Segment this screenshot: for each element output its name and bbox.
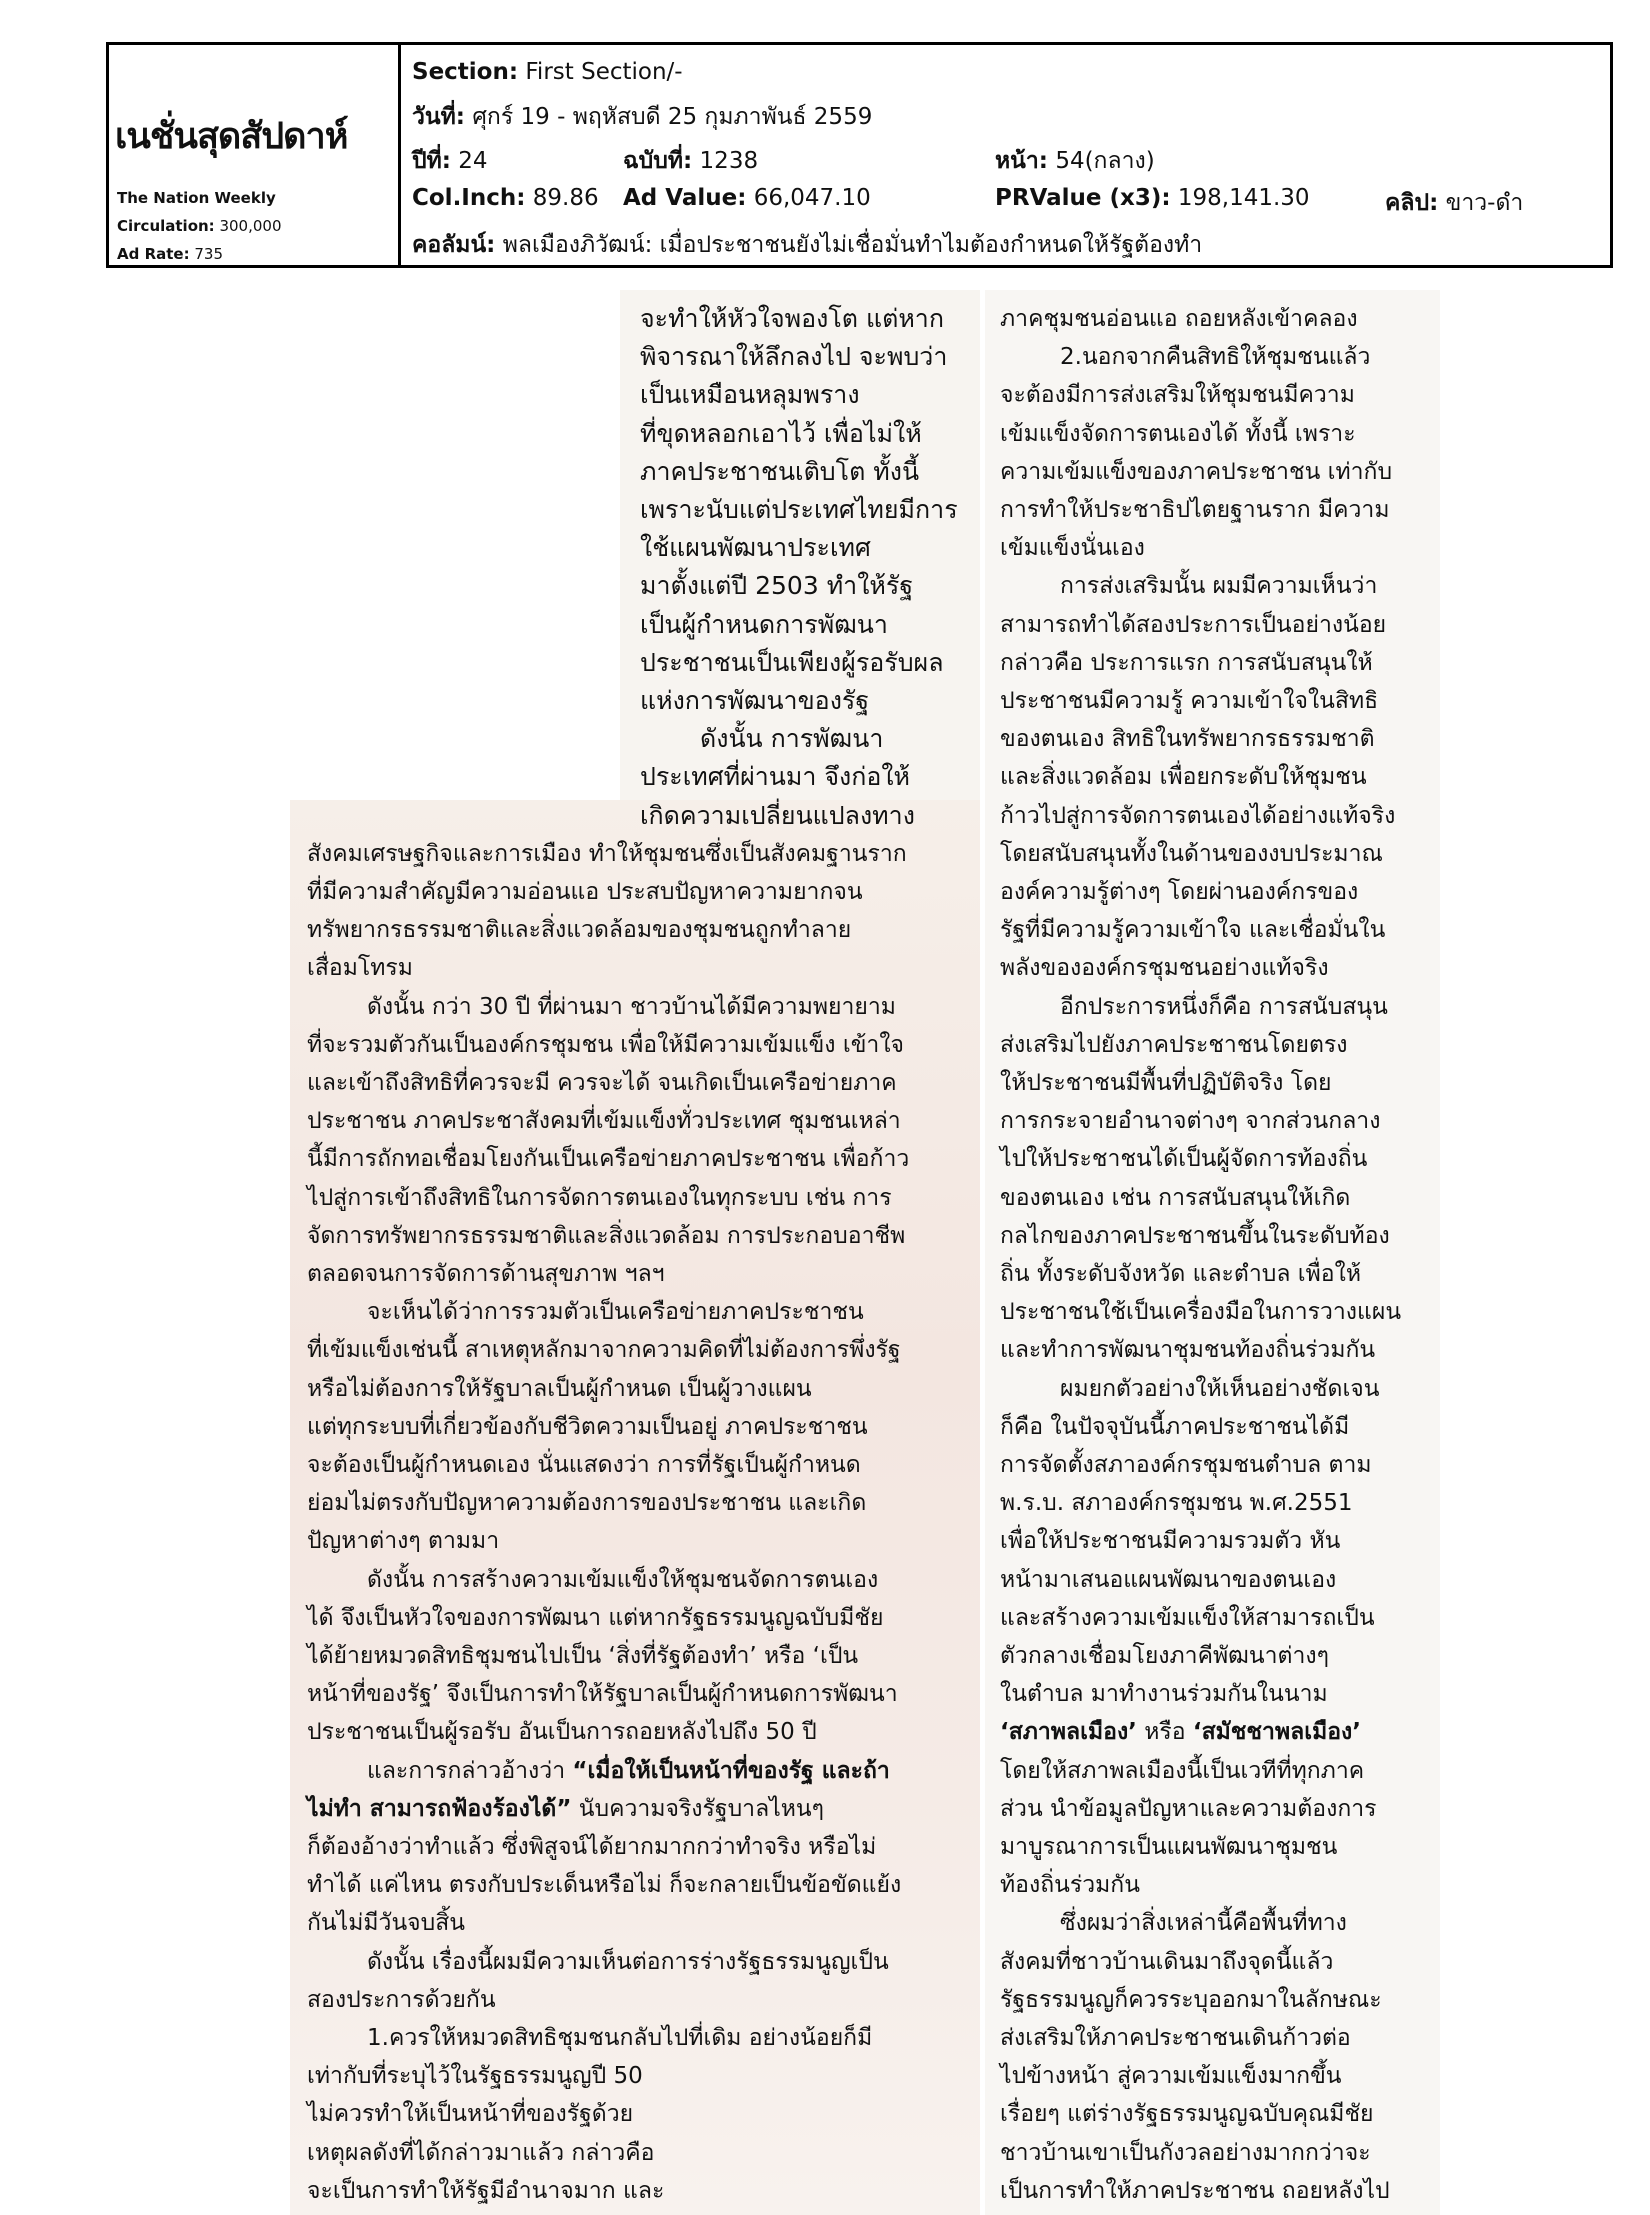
bold-quote-text: ไม่ทำ สามารถฟ้องร้องได้”: [307, 1795, 572, 1822]
section-label: Section:: [412, 59, 519, 85]
article-line: กลไกของภาคประชาชนขึ้นในระดับท้อง: [1000, 1222, 1390, 1249]
date-label: วันที่:: [412, 104, 465, 130]
article-line: และเข้าถึงสิทธิที่ควรจะมี ควรจะได้ จนเกิดเป็นเครือข่ายภาค: [307, 1070, 897, 1096]
article-line: ใช้แผนพัฒนาประเทศ: [640, 533, 871, 563]
article-line: เป็นการทำให้ภาคประชาชน ถอยหลังไป: [1000, 2177, 1390, 2204]
article-line: จะทำให้หัวใจพองโต แต่หาก: [640, 304, 944, 333]
article-line: และทำการพัฒนาชุมชนท้องถิ่นร่วมกัน: [1000, 1337, 1376, 1364]
article-line: ของตนเอง สิทธิในทรัพยากรธรรมชาติ: [1000, 726, 1375, 753]
article-line: ที่มีความสำคัญมีความอ่อนแอ ประสบปัญหาความยากจน: [307, 879, 863, 905]
article-line: จัดการทรัพยากรธรรมชาติและสิ่งแวดล้อม การประกอบอาชีพ: [307, 1222, 906, 1249]
year-field: [412, 143, 488, 179]
article-line: เสื่อมโทรม: [307, 955, 413, 982]
ad-rate-label: Ad Rate:: [117, 245, 190, 263]
bold-quote-text: ‘สมัชชาพลเมือง’: [1192, 1719, 1362, 1746]
article-line: ไปสู่การเข้าถึงสิทธิในการจัดการตนเองในทุกระบบ เช่น การ: [307, 1184, 892, 1211]
bold-quote-text: “เมื่อให้เป็นหน้าที่ของรัฐ และถ้า: [572, 1757, 890, 1784]
page-label: หน้า:: [995, 148, 1048, 174]
article-line: และสิ่งแวดล้อม เพื่อยกระดับให้ชุมชน: [1000, 764, 1367, 791]
publication-logo: เนชั่นสุดสัปดาห์: [115, 116, 348, 157]
column-label: คอลัมน์:: [412, 232, 496, 258]
article-line: ได้ย้ายหมวดสิทธิชุมชนไปเป็น ‘สิ่งที่รัฐต้องทำ’ หรือ ‘เป็น: [307, 1643, 859, 1669]
article-line: องค์ความรู้ต่างๆ โดยผ่านองค์กรของ: [1000, 879, 1359, 905]
article-line: 2.นอกจากคืนสิทธิให้ชุมชนแล้ว: [1060, 344, 1371, 371]
article-line: ดังนั้น การพัฒนา: [700, 724, 884, 754]
article-line: โดยสนับสนุนทั้งในด้านของงบประมาณ: [1000, 840, 1383, 867]
article-line: ดังนั้น กว่า 30 ปี ที่ผ่านมา ชาวบ้านได้มีความพยายาม: [367, 993, 896, 1020]
article-line: ก้าวไปสู่การจัดการตนเองได้อย่างแท้จริง: [1000, 802, 1396, 829]
article-line: การทำให้ประชาธิปไตยฐานราก มีความ: [1000, 497, 1390, 523]
article-line: ส่งเสริมไปยังภาคประชาชนโดยตรง: [1000, 1031, 1348, 1058]
article-text: หรือ: [1136, 1719, 1193, 1746]
article-line: [307, 1752, 890, 1790]
article-line: ส่งเสริมให้ภาคประชาชนเดินก้าวต่อ: [1000, 2025, 1351, 2051]
article-line: ทำได้ แค่ไหน ตรงกับประเด็นหรือไม่ ก็จะกลายเป็นข้อขัดแย้ง: [307, 1872, 902, 1899]
clip-value: ขาว-ดำ: [1445, 190, 1524, 216]
article-line: กล่าวคือ ประการแรก การสนับสนุนให้: [1000, 649, 1373, 676]
article-line: ดังนั้น การสร้างความเข้มแข็งให้ชุมชนจัดการตนเอง: [367, 1566, 879, 1593]
article-line: ทรัพยากรธรรมชาติและสิ่งแวดล้อมของชุมชนถูกทำลาย: [307, 917, 852, 944]
article-line: เท่ากับที่ระบุไว้ในรัฐธรรมนูญปี 50: [307, 2063, 643, 2090]
column-title: พลเมืองภิวัฒน์: เมื่อประชาชนยังไม่เชื่อมั่นทำไมต้องกำหนดให้รัฐต้องทำ: [502, 232, 1203, 258]
page-field: [995, 143, 1155, 179]
article-line: เป็นเหมือนหลุมพราง: [640, 380, 860, 410]
publication-info: [109, 45, 401, 265]
colinch-field: [412, 185, 599, 211]
article-line: หน้าที่ของรัฐ’ จึงเป็นการทำให้รัฐบาลเป็นผู้กำหนดการพัฒนา: [307, 1681, 898, 1708]
article-line: จะต้องเป็นผู้กำหนดเอง นั่นแสดงว่า การที่รัฐเป็นผู้กำหนด: [307, 1452, 861, 1478]
prvalue-field: [995, 185, 1310, 211]
article-line: ย่อมไม่ตรงกับปัญหาความต้องการของประชาชน และเกิด: [307, 1490, 867, 1517]
article-line: มาตั้งแต่ปี 2503 ทำให้รัฐ: [640, 571, 914, 601]
article-line: ท้องถิ่นร่วมกัน: [1000, 1872, 1140, 1899]
article-line: สามารถทำได้สองประการเป็นอย่างน้อย: [1000, 611, 1387, 638]
article-line: พิจารณาให้ลึกลงไป จะพบว่า: [640, 342, 948, 372]
article-line: การจัดตั้งสภาองค์กรชุมชนตำบล ตาม: [1000, 1452, 1372, 1478]
article-line: โดยให้สภาพลเมืองนี้เป็นเวทีที่ทุกภาค: [1000, 1757, 1365, 1784]
date-value: ศุกร์ 19 - พฤหัสบดี 25 กุมภาพันธ์ 2559: [472, 104, 873, 130]
article-line: พ.ร.บ. สภาองค์กรชุมชน พ.ศ.2551: [1000, 1490, 1353, 1517]
section-value: First Section/-: [525, 59, 683, 85]
article-line: และสร้างความเข้มแข็งให้สามารถเป็น: [1000, 1604, 1375, 1631]
article-line: นี้มีการถักทอเชื่อมโยงกันเป็นเครือข่ายภาคประชาชน เพื่อก้าว: [307, 1146, 910, 1173]
article-line: ไปข้างหน้า สู่ความเข้มแข็งมากขึ้น: [1000, 2063, 1342, 2090]
article-line: ประชาชนเป็นเพียงผู้รอรับผล: [640, 647, 944, 677]
article-line: การกระจายอำนาจต่างๆ จากส่วนกลาง: [1000, 1108, 1381, 1135]
article-line: ประชาชน ภาคประชาสังคมที่เข้มแข็งทั่วประเทศ ชุมชนเหล่า: [307, 1108, 901, 1135]
article-line: ปัญหาต่างๆ ตามมา: [307, 1528, 500, 1555]
advalue-label: Ad Value:: [623, 185, 747, 211]
article-line: ประเทศที่ผ่านมา จึงก่อให้: [640, 762, 911, 792]
issue-value: 1238: [699, 148, 759, 174]
prvalue-label: PRValue (x3):: [995, 185, 1171, 211]
article-line: ถิ่น ทั้งระดับจังหวัด และตำบล เพื่อให้: [1000, 1261, 1361, 1287]
article-line: ประชาชนเป็นผู้รอรับ อันเป็นการถอยหลังไปถึง 50 ปี: [307, 1719, 817, 1746]
article-line: ผมยกตัวอย่างให้เห็นอย่างชัดเจน: [1060, 1375, 1380, 1402]
article-line: เหตุผลดังที่ได้กล่าวมาแล้ว กล่าวคือ: [307, 2139, 655, 2166]
article-line: เพราะนับแต่ประเทศไทยมีการ: [640, 495, 958, 524]
article-line: เพื่อให้ประชาชนมีความรวมตัว หัน: [1000, 1528, 1341, 1555]
article-line: มาบูรณาการเป็นแผนพัฒนาชุมชน: [1000, 1834, 1338, 1860]
article-line: ก็ต้องอ้างว่าทำแล้ว ซึ่งพิสูจน์ได้ยากมากกว่าทำจริง หรือไม่: [307, 1834, 877, 1860]
article-line: ของตนเอง เช่น การสนับสนุนให้เกิด: [1000, 1184, 1351, 1211]
article-line: หน้ามาเสนอแผนพัฒนาของตนเอง: [1000, 1566, 1337, 1593]
article-line: ภาคประชาชนเติบโต ทั้งนี้: [640, 456, 920, 486]
publication-name-en: The Nation Weekly: [117, 189, 276, 207]
article-line: เข้มแข็งนั่นเอง: [1000, 535, 1145, 562]
article-line: 1.ควรให้หมวดสิทธิชุมชนกลับไปที่เดิม อย่างน้อยก็มี: [367, 2025, 873, 2051]
article-line: ภาคชุมชนอ่อนแอ ถอยหลังเข้าคลอง: [1000, 306, 1358, 332]
article-line: ที่จะรวมตัวกันเป็นองค์กรชุมชน เพื่อให้มีความเข้มแข็ง เข้าใจ: [307, 1031, 905, 1058]
article-line: ซึ่งผมว่าสิ่งเหล่านี้คือพื้นที่ทาง: [1060, 1910, 1347, 1937]
date-row: [412, 99, 872, 135]
section-row: [412, 59, 683, 85]
colinch-label: Col.Inch:: [412, 185, 526, 211]
year-label: ปีที่:: [412, 148, 451, 174]
article-line: อีกประการหนึ่งก็คือ การสนับสนุน: [1060, 993, 1388, 1020]
circulation-label: Circulation:: [117, 217, 215, 235]
article-line: เรื่อยๆ แต่ร่างรัฐธรรมนูญฉบับคุณมีชัย: [1000, 2101, 1374, 2128]
article-line: ให้ประชาชนมีพื้นที่ปฏิบัติจริง โดย: [1000, 1070, 1332, 1096]
clip-label: คลิป:: [1385, 190, 1439, 216]
article-line: กันไม่มีวันจบสิ้น: [307, 1910, 466, 1937]
article-line: [307, 1790, 824, 1828]
ad-rate: [117, 245, 223, 263]
article-line: [1000, 1713, 1361, 1751]
article-line: ได้ จึงเป็นหัวใจของการพัฒนา แต่หากรัฐธรรมนูญฉบับมีชัย: [307, 1604, 884, 1631]
article-line: หรือไม่ต้องการให้รัฐบาลเป็นผู้กำหนด เป็นผู้วางแผน: [307, 1375, 812, 1402]
article-line: ความเข้มแข็งของภาคประชาชน เท่ากับ: [1000, 458, 1393, 485]
article-line: เกิดความเปลี่ยนแปลงทาง: [640, 800, 915, 830]
article-line: สังคมที่ชาวบ้านเดินมาถึงจุดนี้แล้ว: [1000, 1948, 1334, 1975]
article-line: รัฐธรรมนูญก็ควรระบุออกมาในลักษณะ: [1000, 1986, 1382, 2013]
article-line: ดังนั้น เรื่องนี้ผมมีความเห็นต่อการร่างรัฐธรรมนูญเป็น: [367, 1948, 889, 1975]
clip-field: [1385, 185, 1523, 221]
article-line: ชาวบ้านเขาเป็นกังวลอย่างมากกว่าจะ: [1000, 2139, 1371, 2166]
advalue-value: 66,047.10: [753, 185, 871, 211]
article-line: ตัวกลางเชื่อมโยงภาคีพัฒนาต่างๆ: [1000, 1643, 1329, 1669]
article-line: เป็นผู้กำหนดการพัฒนา: [640, 609, 888, 639]
colinch-value: 89.86: [532, 185, 599, 211]
article-line: ในตำบล มาทำงานร่วมกันในนาม: [1000, 1681, 1328, 1708]
page-value: 54(กลาง): [1055, 148, 1155, 174]
prvalue-value: 198,141.30: [1177, 185, 1310, 211]
article-line: ส่วน นำข้อมูลปัญหาและความต้องการ: [1000, 1795, 1377, 1822]
bold-quote-text: ‘สภาพลเมือง’: [1000, 1719, 1137, 1746]
article-line: แต่ทุกระบบที่เกี่ยวข้องกับชีวิตความเป็นอยู่ ภาคประชาชน: [307, 1413, 868, 1440]
article-line: การส่งเสริมนั้น ผมมีความเห็นว่า: [1060, 573, 1378, 600]
article-line: จะเห็นได้ว่าการรวมตัวเป็นเครือข่ายภาคประชาชน: [367, 1299, 864, 1326]
article-line: ไปให้ประชาชนได้เป็นผู้จัดการท้องถิ่น: [1000, 1146, 1368, 1173]
article-line: แห่งการพัฒนาของรัฐ: [640, 686, 870, 715]
article-line: ประชาชนมีความรู้ ความเข้าใจในสิทธิ: [1000, 688, 1379, 714]
issue-field: [623, 143, 758, 179]
column-row: [412, 227, 1202, 263]
article-line: พลังขององค์กรชุมชนอย่างแท้จริง: [1000, 955, 1329, 982]
article-line: ตลอดจนการจัดการด้านสุขภาพ ฯลฯ: [307, 1261, 665, 1287]
article-line: เข้มแข็งจัดการตนเองได้ ทั้งนี้ เพราะ: [1000, 420, 1356, 447]
article-line: ประชาชนใช้เป็นเครื่องมือในการวางแผน: [1000, 1299, 1402, 1326]
article-line: สังคมเศรษฐกิจและการเมือง ทำให้ชุมชนซึ่งเป็นสังคมฐานราก: [307, 840, 907, 867]
article-line: ก็คือ ในปัจจุบันนี้ภาคประชาชนได้มี: [1000, 1413, 1350, 1440]
year-value: 24: [458, 148, 488, 174]
article-line: ที่ขุดหลอกเอาไว้ เพื่อไม่ให้: [640, 418, 922, 448]
article-line: จะเป็นการทำให้รัฐมีอำนาจมาก และ: [307, 2177, 665, 2204]
clipping-info-header: [106, 42, 1613, 268]
article-line: ไม่ควรทำให้เป็นหน้าที่ของรัฐด้วย: [307, 2101, 634, 2128]
issue-label: ฉบับที่:: [623, 148, 693, 174]
advalue-field: [623, 185, 871, 211]
article-line: สองประการด้วยกัน: [307, 1986, 496, 2013]
article-text: และการกล่าวอ้างว่า: [367, 1757, 573, 1784]
article-line: จะต้องมีการส่งเสริมให้ชุมชนมีความ: [1000, 382, 1355, 409]
article-line: รัฐที่มีความรู้ความเข้าใจ และเชื่อมั่นใน: [1000, 917, 1386, 944]
article-text: นับความจริงรัฐบาลไหนๆ: [571, 1795, 824, 1822]
ad-rate-value: 735: [194, 245, 224, 263]
circulation-value: 300,000: [219, 217, 282, 235]
circulation: [117, 217, 282, 235]
article-line: ที่เข้มแข็งเช่นนี้ สาเหตุหลักมาจากความคิดที่ไม่ต้องการพึ่งรัฐ: [307, 1337, 901, 1364]
